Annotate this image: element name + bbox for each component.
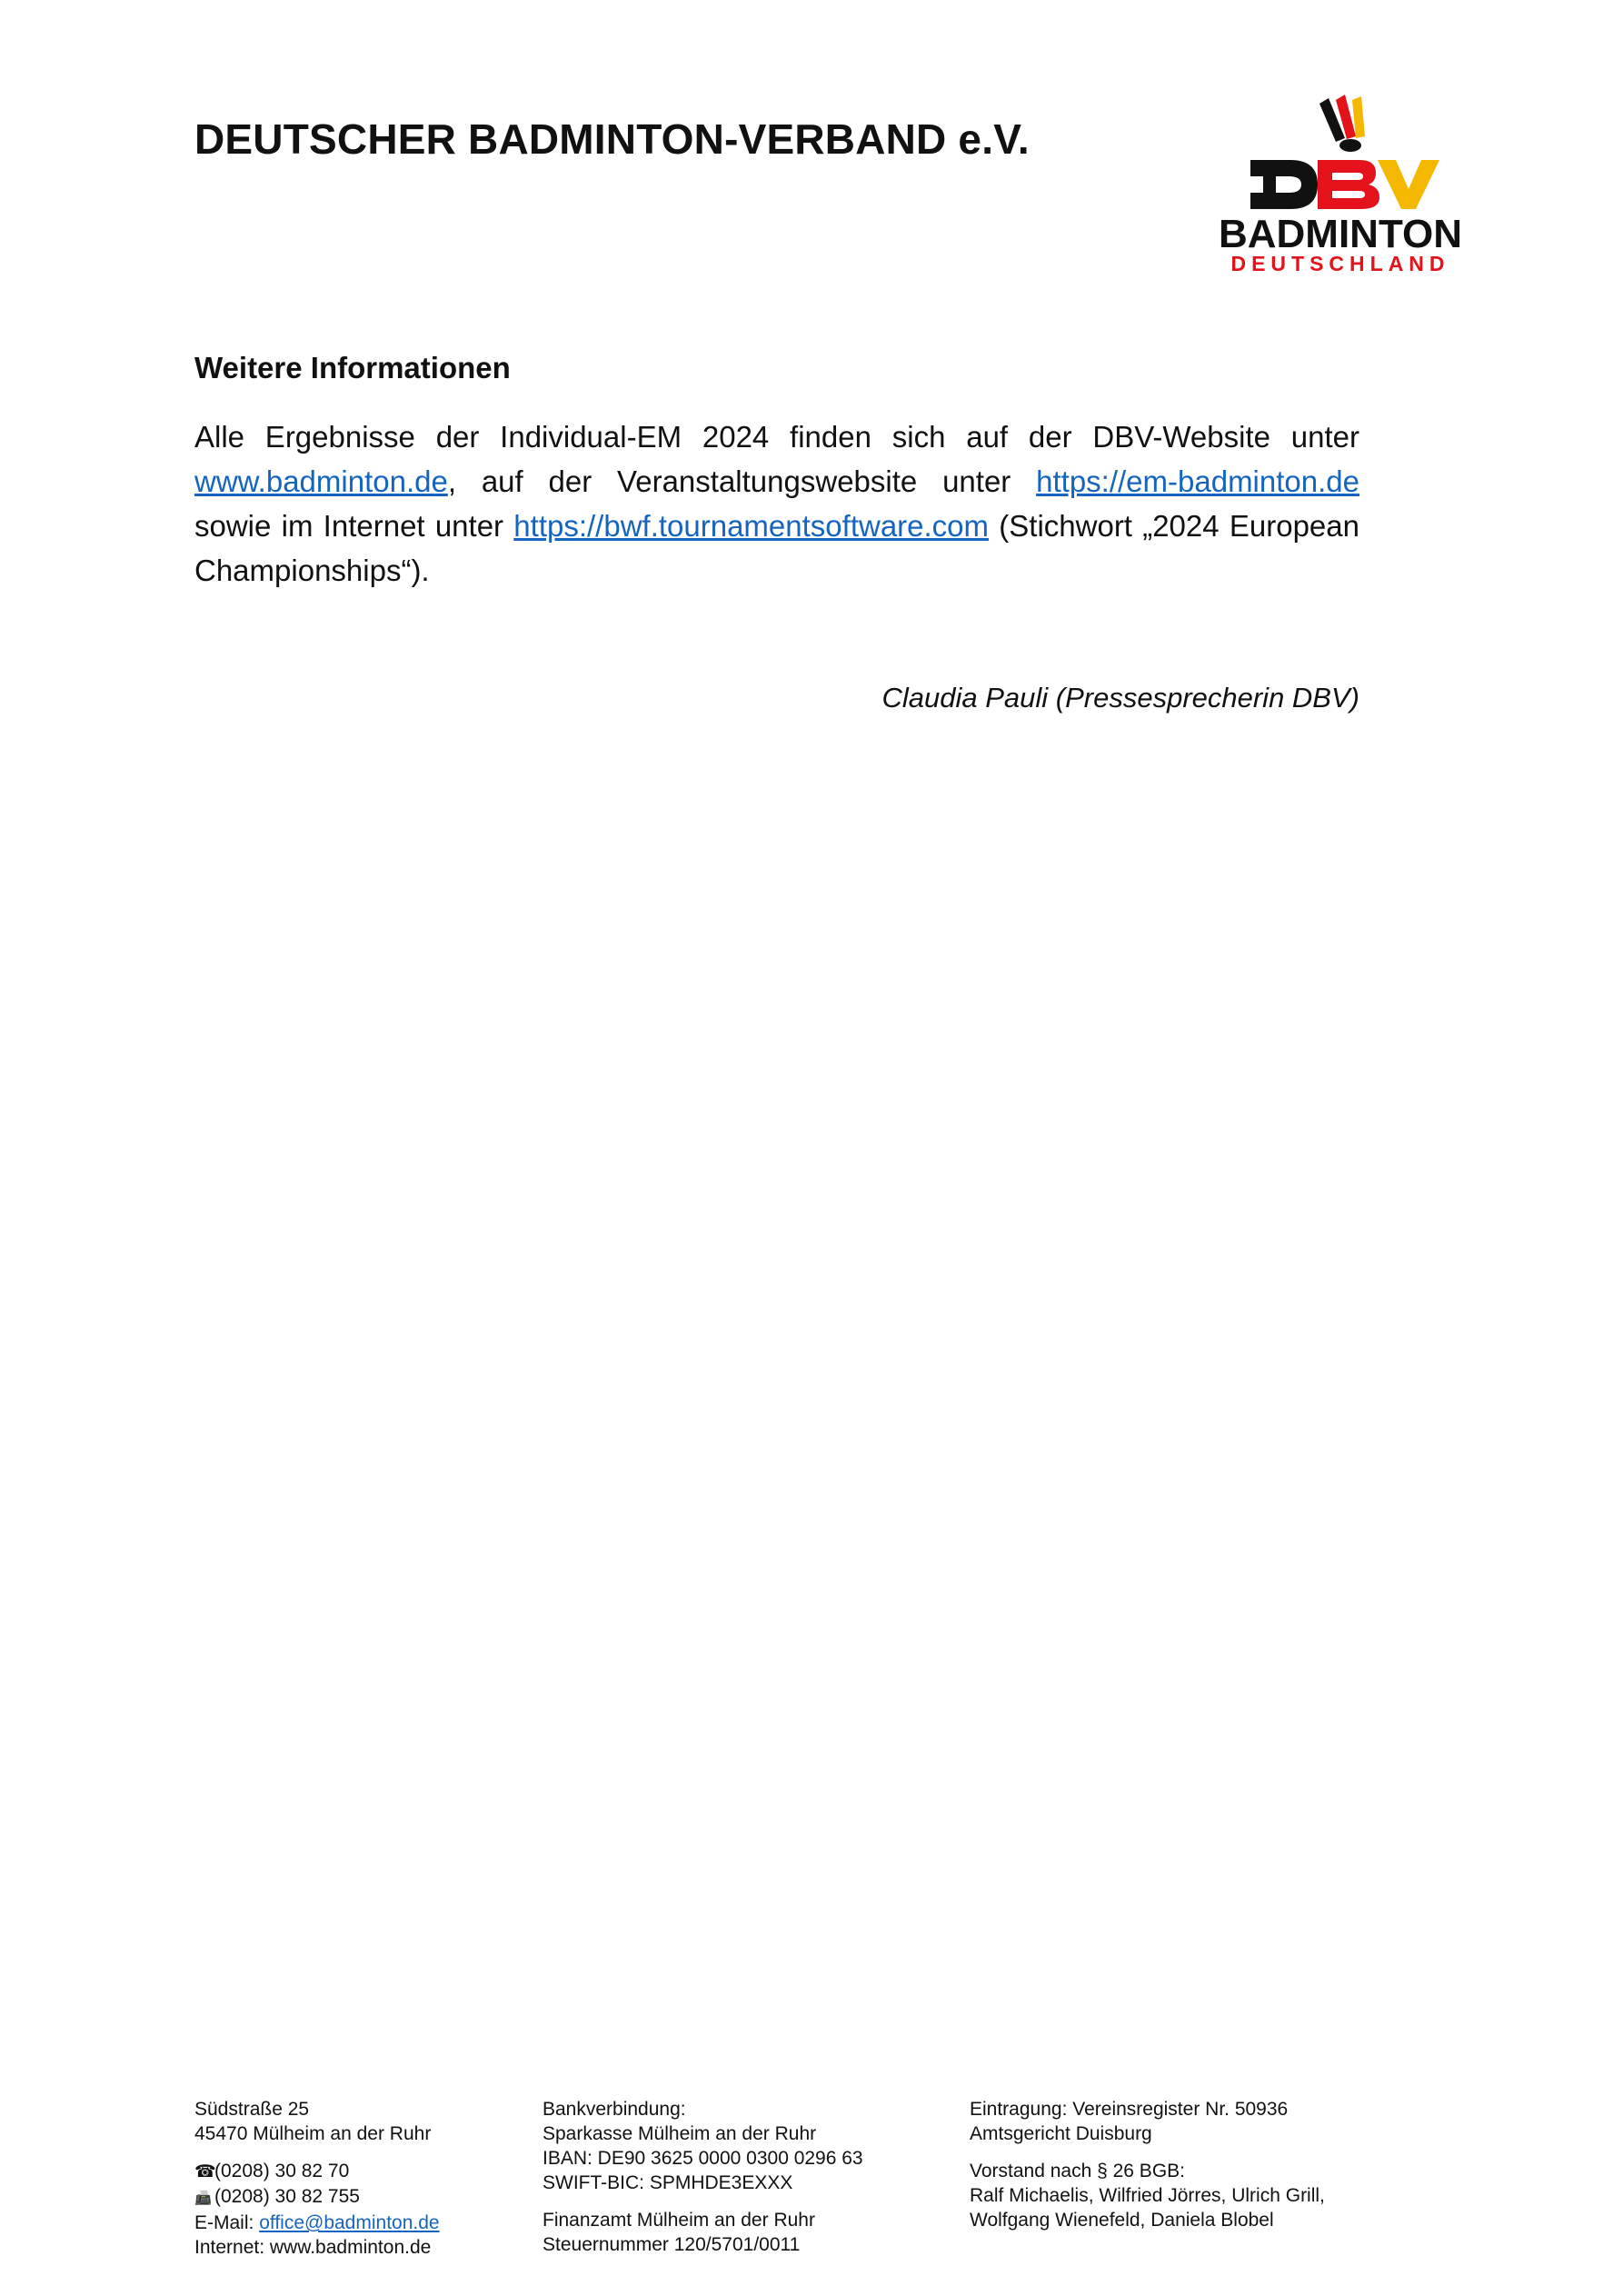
email-link[interactable]: office@badminton.de <box>259 2212 440 2233</box>
footer-street: Südstraße 25 <box>194 2099 310 2120</box>
bank-label: Bankverbindung: <box>543 2099 686 2120</box>
bank-bic: SWIFT-BIC: SPMHDE3EXXX <box>543 2172 793 2193</box>
info-paragraph <box>194 414 1359 593</box>
register-court: Amtsgericht Duisburg <box>970 2123 1152 2144</box>
signature: Claudia Pauli (Pressesprecherin DBV) <box>881 682 1359 714</box>
link-badminton-de[interactable]: www.badminton.de <box>194 464 448 498</box>
organization-title: DEUTSCHER BADMINTON-VERBAND e.V. <box>194 115 1030 163</box>
register-entry: Eintragung: Vereinsregister Nr. 50936 <box>970 2099 1289 2120</box>
tax-number: Steuernummer 120/5701/0011 <box>543 2234 801 2255</box>
paragraph-text: Alle Ergebnisse der Individual-EM 2024 finden sich auf der DBV-Website unter <box>194 420 1359 454</box>
footer-address-column <box>194 2097 503 2272</box>
logo-letter-b <box>1318 160 1379 209</box>
board-line-1: Ralf Michaelis, Wilfried Jörres, Ulrich Grill, <box>970 2185 1325 2206</box>
logo-word-badminton: BADMINTON <box>1218 212 1463 256</box>
paragraph-text: , auf der Veranstaltungswebsite unter <box>447 464 1037 498</box>
board-line-2: Wolfgang Wienefeld, Daniela Blobel <box>970 2210 1274 2231</box>
footer-internet: Internet: www.badminton.de <box>194 2237 432 2258</box>
shuttlecock-icon <box>1319 95 1365 152</box>
section-heading: Weitere Informationen <box>194 351 511 384</box>
footer-phone: ☎(0208) 30 82 70 <box>194 2159 503 2184</box>
paragraph-text: (Stichwort „2024 European Championships“). <box>194 509 1359 587</box>
link-em-badminton[interactable]: https://em-badminton.de <box>1036 464 1359 498</box>
logo-letter-v <box>1378 160 1439 209</box>
link-tournamentsoftware[interactable]: https://bwf.tournamentsoftware.com <box>513 509 990 543</box>
footer-fax: 📠 (0208) 30 82 755 <box>194 2184 503 2211</box>
tax-office: Finanzamt Mülheim an der Ruhr <box>543 2210 815 2231</box>
telephone-icon: ☎ <box>194 2162 216 2181</box>
dbv-badminton-logo <box>1190 91 1490 273</box>
bank-iban: IBAN: DE90 3625 0000 0300 0296 63 <box>543 2148 863 2169</box>
footer-email: E-Mail: office@badminton.de <box>194 2212 440 2233</box>
logo-letter-d <box>1250 160 1318 209</box>
bank-name: Sparkasse Mülheim an der Ruhr <box>543 2123 817 2144</box>
footer-bank-column <box>543 2097 924 2270</box>
footer-register-column <box>970 2097 1406 2245</box>
footer-city: 45470 Mülheim an der Ruhr <box>194 2123 432 2144</box>
logo-word-deutschland: DEUTSCHLAND <box>1230 252 1450 273</box>
paragraph-text: sowie im Internet unter <box>194 509 514 543</box>
fax-icon: 📠 <box>194 2191 212 2206</box>
board-label: Vorstand nach § 26 BGB: <box>970 2161 1185 2181</box>
